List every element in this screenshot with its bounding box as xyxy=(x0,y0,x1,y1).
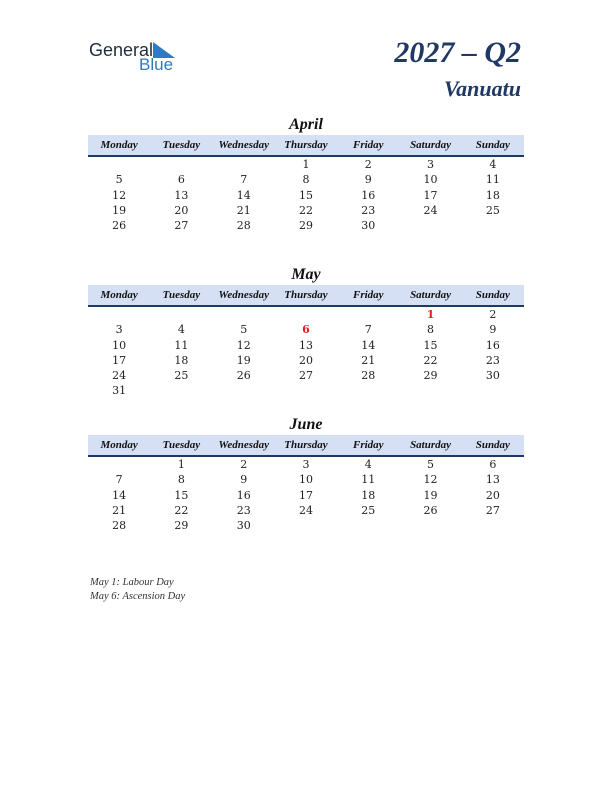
day-cell: 12 xyxy=(236,338,251,352)
day-cell: 8 xyxy=(427,323,435,337)
day-cell: 16 xyxy=(485,338,500,352)
day-cell: 5 xyxy=(427,458,435,471)
day-cell: 27 xyxy=(485,503,500,517)
day-cell: 29 xyxy=(298,219,313,233)
day-cell: 23 xyxy=(236,503,251,517)
day-cell: 8 xyxy=(302,173,310,187)
day-cell: 2 xyxy=(364,158,372,171)
day-cell: 28 xyxy=(361,369,376,383)
weekday-header: Thursday xyxy=(284,139,328,151)
day-cell: 3 xyxy=(427,158,435,171)
weekday-header: Monday xyxy=(100,139,138,151)
day-cell: 20 xyxy=(485,488,500,502)
day-cell: 19 xyxy=(423,488,438,502)
weekday-header-row xyxy=(88,135,524,157)
empty-day-cell xyxy=(337,383,399,398)
week-row xyxy=(88,488,524,503)
weekday-header: Thursday xyxy=(284,289,328,301)
day-cell: 7 xyxy=(240,173,248,187)
day-cell: 11 xyxy=(485,173,500,187)
day-cell: 24 xyxy=(298,503,313,517)
day-cell: 26 xyxy=(423,503,438,517)
weekday-header: Sunday xyxy=(475,439,510,451)
day-cell: 26 xyxy=(236,369,251,383)
day-cell: 18 xyxy=(174,353,189,367)
day-cell: 9 xyxy=(364,173,372,187)
day-cell: 13 xyxy=(485,473,500,487)
day-cell: 26 xyxy=(112,219,127,233)
weekday-header: Friday xyxy=(352,439,384,451)
empty-day-cell xyxy=(213,157,275,172)
month-calendar-april xyxy=(88,116,524,233)
weekday-header: Friday xyxy=(352,289,384,301)
day-cell: 17 xyxy=(298,488,313,502)
empty-day-cell xyxy=(88,457,150,472)
day-cell: 25 xyxy=(174,369,189,383)
day-cell: 25 xyxy=(485,203,500,217)
weekday-header: Wednesday xyxy=(218,289,269,301)
weekday-header: Saturday xyxy=(410,289,452,301)
day-cell: 23 xyxy=(485,353,500,367)
day-cell: 15 xyxy=(298,188,313,202)
day-cell: 22 xyxy=(174,503,189,517)
weekday-header: Thursday xyxy=(284,439,328,451)
day-cell: 19 xyxy=(236,353,251,367)
empty-day-cell xyxy=(275,383,337,398)
logo-text-blue: Blue xyxy=(139,55,174,74)
week-row xyxy=(88,503,524,518)
week-row xyxy=(88,353,524,368)
empty-day-cell xyxy=(150,307,212,322)
day-cell: 17 xyxy=(423,188,438,202)
weekday-header: Tuesday xyxy=(162,439,201,451)
week-row xyxy=(88,203,524,218)
day-cell: 30 xyxy=(361,219,376,233)
day-cell: 5 xyxy=(240,323,248,337)
day-cell: 28 xyxy=(112,519,127,533)
weekday-header: Wednesday xyxy=(218,439,269,451)
empty-day-cell xyxy=(150,157,212,172)
day-cell: 24 xyxy=(112,369,127,383)
month-calendar-june xyxy=(88,416,524,533)
day-cell: 21 xyxy=(236,203,251,217)
day-cell: 10 xyxy=(423,173,438,187)
month-name: May xyxy=(291,266,321,283)
day-cell: 1 xyxy=(177,458,185,471)
weekday-header: Sunday xyxy=(475,289,510,301)
day-cell: 1 xyxy=(302,158,310,171)
day-cell: 16 xyxy=(361,188,376,202)
day-cell: 15 xyxy=(423,338,438,352)
day-cell: 14 xyxy=(236,188,251,202)
empty-day-cell xyxy=(213,307,275,322)
holiday-notes xyxy=(90,576,185,604)
day-cell: 14 xyxy=(361,338,376,352)
empty-day-cell xyxy=(399,218,461,233)
day-cell: 2 xyxy=(240,458,248,471)
day-cell: 4 xyxy=(177,323,185,337)
empty-day-cell xyxy=(88,157,150,172)
week-row xyxy=(88,518,524,533)
weekday-header: Friday xyxy=(352,139,384,151)
week-row xyxy=(88,472,524,487)
day-cell: 8 xyxy=(177,473,185,487)
day-cell: 10 xyxy=(298,473,313,487)
day-cell: 22 xyxy=(298,203,313,217)
day-cell: 24 xyxy=(423,203,438,217)
week-row xyxy=(88,322,524,337)
month-calendar-may xyxy=(88,266,524,399)
day-cell: 20 xyxy=(174,203,189,217)
day-cell: 5 xyxy=(115,173,123,187)
day-cell: 19 xyxy=(112,203,127,217)
day-cell: 11 xyxy=(174,338,189,352)
week-row xyxy=(88,457,524,472)
weekday-header-row xyxy=(88,435,524,457)
day-cell: 7 xyxy=(364,323,372,337)
day-cell: 9 xyxy=(240,473,248,487)
month-name: June xyxy=(289,416,323,433)
generalblue-logo xyxy=(89,40,199,76)
weekday-header: Monday xyxy=(100,289,138,301)
weekday-header-row xyxy=(88,285,524,307)
empty-day-cell xyxy=(275,518,337,533)
day-cell: 13 xyxy=(298,338,313,352)
weekday-header: Saturday xyxy=(410,139,452,151)
empty-day-cell xyxy=(337,307,399,322)
day-cell: 4 xyxy=(489,158,497,171)
day-cell: 6 xyxy=(489,458,497,471)
day-cell: 30 xyxy=(236,519,251,533)
empty-day-cell xyxy=(462,518,524,533)
logo-text-general: General xyxy=(89,40,154,60)
day-cell: 29 xyxy=(174,519,189,533)
day-cell: 30 xyxy=(485,369,500,383)
week-row xyxy=(88,383,524,398)
day-cell: 9 xyxy=(489,323,497,337)
day-cell: 7 xyxy=(115,473,123,487)
day-cell: 21 xyxy=(112,503,127,517)
day-cell: 27 xyxy=(174,219,189,233)
empty-day-cell xyxy=(88,307,150,322)
empty-day-cell xyxy=(275,307,337,322)
day-cell: 23 xyxy=(361,203,376,217)
day-cell: 6 xyxy=(302,323,310,337)
day-cell: 18 xyxy=(361,488,376,502)
day-cell: 11 xyxy=(361,473,376,487)
day-cell: 22 xyxy=(423,353,438,367)
holiday-note: May 1: Labour Day xyxy=(90,577,174,588)
day-cell: 1 xyxy=(426,308,435,321)
day-cell: 18 xyxy=(485,188,500,202)
empty-day-cell xyxy=(399,518,461,533)
week-row xyxy=(88,338,524,353)
empty-day-cell xyxy=(213,383,275,398)
day-cell: 13 xyxy=(174,188,189,202)
day-cell: 15 xyxy=(174,488,189,502)
day-cell: 12 xyxy=(423,473,438,487)
empty-day-cell xyxy=(150,383,212,398)
day-cell: 3 xyxy=(302,458,310,471)
day-cell: 31 xyxy=(112,384,127,398)
day-cell: 12 xyxy=(112,188,127,202)
day-cell: 29 xyxy=(423,369,438,383)
week-row xyxy=(88,307,524,322)
holiday-note: May 6: Ascension Day xyxy=(90,591,186,602)
day-cell: 4 xyxy=(364,458,372,471)
weekday-header: Tuesday xyxy=(162,139,201,151)
day-cell: 17 xyxy=(112,353,127,367)
day-cell: 28 xyxy=(236,219,251,233)
week-row xyxy=(88,218,524,233)
page-title: 2027 – Q2 xyxy=(394,36,521,69)
day-cell: 2 xyxy=(489,308,497,321)
day-cell: 14 xyxy=(112,488,127,502)
day-cell: 16 xyxy=(236,488,251,502)
weekday-header: Sunday xyxy=(475,139,510,151)
weekday-header: Tuesday xyxy=(162,289,201,301)
empty-day-cell xyxy=(399,383,461,398)
day-cell: 20 xyxy=(298,353,313,367)
day-cell: 27 xyxy=(298,369,313,383)
week-row xyxy=(88,172,524,187)
country-name: Vanuatu xyxy=(443,76,521,101)
empty-day-cell xyxy=(462,383,524,398)
day-cell: 3 xyxy=(115,323,123,337)
week-row xyxy=(88,188,524,203)
weekday-header: Wednesday xyxy=(218,139,269,151)
day-cell: 25 xyxy=(361,503,376,517)
week-row xyxy=(88,157,524,172)
day-cell: 21 xyxy=(361,353,376,367)
empty-day-cell xyxy=(337,518,399,533)
day-cell: 10 xyxy=(112,338,127,352)
empty-day-cell xyxy=(462,218,524,233)
weekday-header: Saturday xyxy=(410,439,452,451)
day-cell: 6 xyxy=(177,173,185,187)
month-name: April xyxy=(289,116,323,133)
week-row xyxy=(88,368,524,383)
weekday-header: Monday xyxy=(100,439,138,451)
